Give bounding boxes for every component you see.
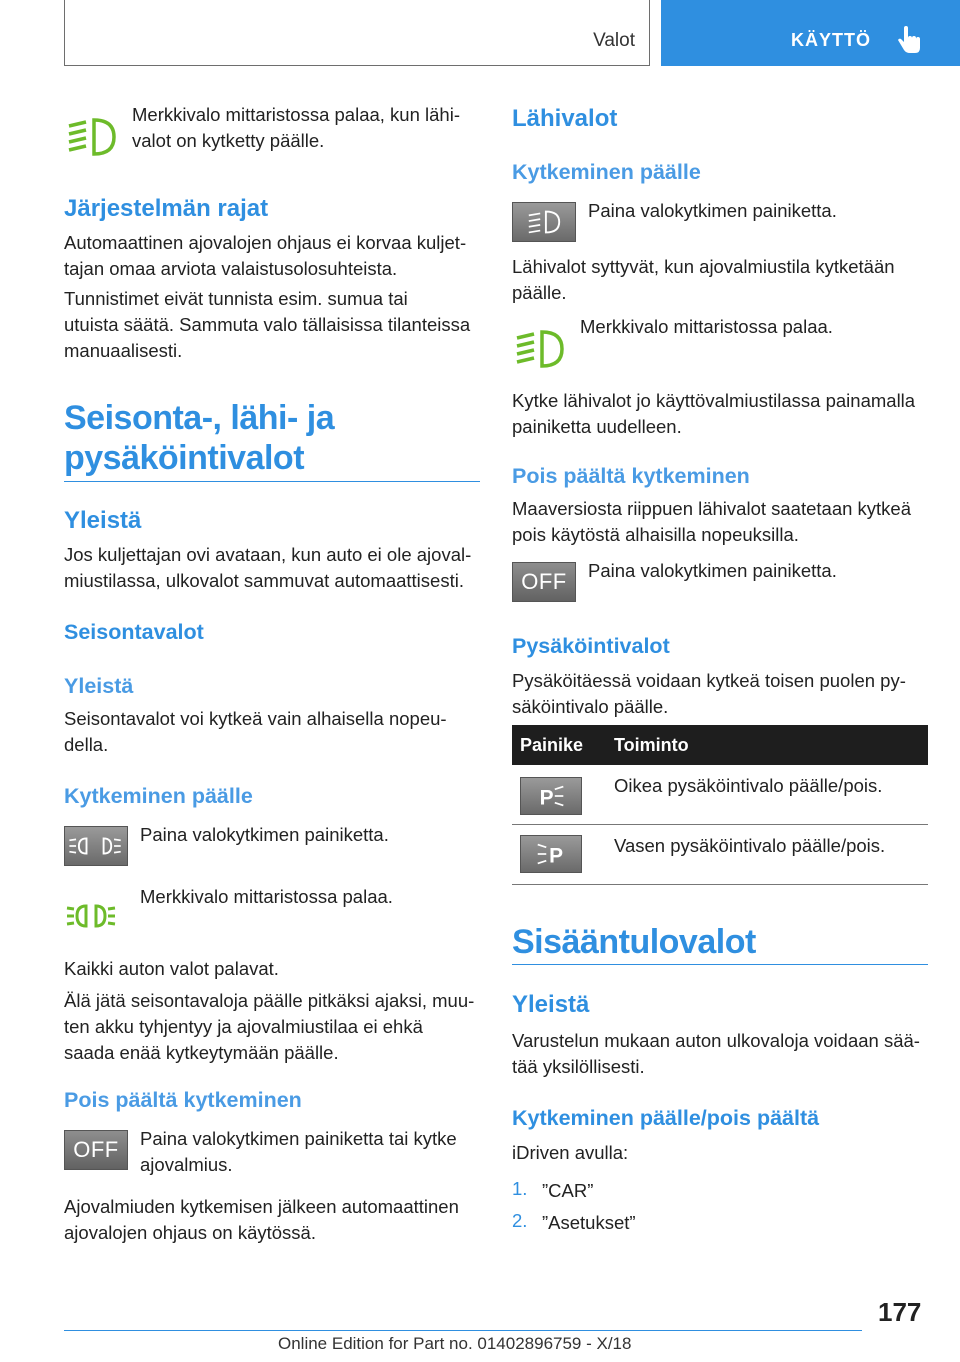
parking-off-button-text: Paina valokytkimen painiketta tai kytke ajovalmius. — [140, 1128, 457, 1175]
low-beam-indicator-icon-2 — [514, 328, 566, 370]
step-text: ”Asetukset” — [542, 1212, 636, 1233]
header-chapter-tab[interactable] — [661, 0, 960, 66]
step-text: ”CAR” — [542, 1180, 594, 1201]
main-section-heading: Seisonta-, lähi- ja pysäköintivalot — [64, 399, 335, 477]
off-button-icon-2: OFF — [512, 562, 576, 602]
parking-position-heading: Pysäköintivalot — [512, 634, 670, 658]
step-number: 2. — [512, 1210, 528, 1231]
parking-switch-off-heading: Pois päältä kytkeminen — [64, 1088, 302, 1112]
parking-indicator-text: Merkkivalo mittaristossa palaa. — [140, 886, 393, 907]
low-beam-on-paragraph: Lähivalot syttyvät, kun ajovalmiustila kytketään päälle. — [512, 256, 895, 303]
welcome-lights-rule — [512, 964, 928, 965]
welcome-lights-heading: Sisääntulovalot — [512, 923, 756, 961]
welcome-switch-heading: Kytkeminen päälle/pois päältä — [512, 1106, 820, 1130]
low-beam-on-paragraph-2: Kytke lähivalot jo käyttövalmiustilassa painamalla painiketta uudelleen. — [512, 390, 916, 437]
footer-rule — [64, 1330, 862, 1331]
low-beam-heading: Lähivalot — [512, 105, 618, 132]
table-header-function: Toiminto — [614, 735, 689, 755]
parking-button-text: Paina valokytkimen painiketta. — [140, 824, 389, 845]
low-beam-off-paragraph: Maaversiosta riippuen lähivalot saatetaan kytkeä pois käytöstä alhaisilla nopeuksilla. — [512, 498, 912, 545]
low-beam-off-button-text: Paina valokytkimen painiketta. — [588, 560, 837, 581]
parking-buttons-table — [512, 725, 928, 885]
table-header-row — [512, 725, 928, 765]
table-row — [512, 765, 928, 825]
table-row — [512, 825, 928, 885]
general-paragraph: Jos kuljettajan ovi avataan, kun auto ei ole ajoval- miustilassa, ulkovalot sammuvat automaattisesti. — [64, 544, 472, 591]
footer-edition: Online Edition for Part no. 01402896759 - X/18 — [278, 1334, 632, 1353]
parking-general-heading: Yleistä — [64, 674, 134, 698]
header-section-title: Valot — [593, 30, 635, 51]
main-section-rule — [64, 481, 480, 482]
parking-position-paragraph: Pysäköitäessä voidaan kytkeä toisen puolen py- säköintivalo päälle. — [512, 670, 906, 717]
parking-switch-on-heading: Kytkeminen päälle — [64, 784, 253, 808]
left-parking-light-icon — [520, 835, 582, 873]
welcome-general-paragraph: Varustelun mukaan auton ulkovaloja voidaan sää- tää yksilöllisesti. — [512, 1030, 920, 1077]
parking-general-paragraph: Seisontavalot voi kytkeä vain alhaisella nopeu- della. — [64, 708, 447, 755]
parking-light-indicator-icon — [64, 898, 118, 934]
table-cell-function: Vasen pysäköintivalo päälle/pois. — [614, 835, 886, 856]
off-button-icon: OFF — [64, 1130, 128, 1170]
low-beam-button-text: Paina valokytkimen painiketta. — [588, 200, 837, 221]
right-parking-light-icon — [520, 777, 582, 815]
svg-text:P: P — [539, 786, 554, 810]
hand-pointer-icon — [896, 26, 922, 54]
low-beam-indicator-text-2: Merkkivalo mittaristossa palaa. — [580, 316, 833, 337]
low-beam-indicator-icon — [66, 116, 118, 158]
low-beam-button-icon — [512, 202, 576, 242]
low-beam-off-heading: Pois päältä kytkeminen — [512, 464, 750, 488]
parking-off-paragraph: Ajovalmiuden kytkemisen jälkeen automaattinen ajovalojen ohjaus on käytössä. — [64, 1196, 459, 1243]
table-header-button: Painike — [520, 735, 584, 755]
system-limits-paragraph-2: Tunnistimet eivät tunnista esim. sumua tai utuista säätä. Sammuta valo tällaisissa tilanteissa manuaalisesti. — [64, 288, 471, 361]
parking-light-button-icon — [64, 826, 128, 866]
svg-text:P: P — [549, 844, 564, 868]
low-beam-indicator-text: Merkkivalo mittaristossa palaa, kun lähi- valot on kytketty päälle. — [132, 104, 460, 151]
parking-on-paragraph-2: Älä jätä seisontavaloja päälle pitkäksi ajaksi, muu- ten akku tyhjentyy ja ajovalmiustilaa ei ehkä saada enää kytkeytymään päälle. — [64, 990, 475, 1063]
system-limits-paragraph-1: Automaattinen ajovalojen ohjaus ei korvaa kuljet- tajan omaa arviota valaistusolosuhteista. — [64, 232, 467, 279]
parking-lights-heading: Seisontavalot — [64, 620, 204, 644]
header-section-box — [64, 0, 650, 66]
step-number: 1. — [512, 1178, 528, 1199]
low-beam-on-heading: Kytkeminen päälle — [512, 160, 701, 184]
table-cell-function: Oikea pysäköintivalo päälle/pois. — [614, 775, 883, 796]
system-limits-heading: Järjestelmän rajat — [64, 195, 269, 222]
parking-on-paragraph-1: Kaikki auton valot palavat. — [64, 958, 279, 979]
page-number: 177 — [878, 1297, 922, 1327]
welcome-switch-paragraph: iDriven avulla: — [512, 1142, 629, 1163]
welcome-general-heading: Yleistä — [512, 991, 590, 1018]
general-heading: Yleistä — [64, 507, 142, 534]
header-chapter-label: KÄYTTÖ — [791, 30, 871, 50]
steps-list — [512, 1178, 928, 1238]
